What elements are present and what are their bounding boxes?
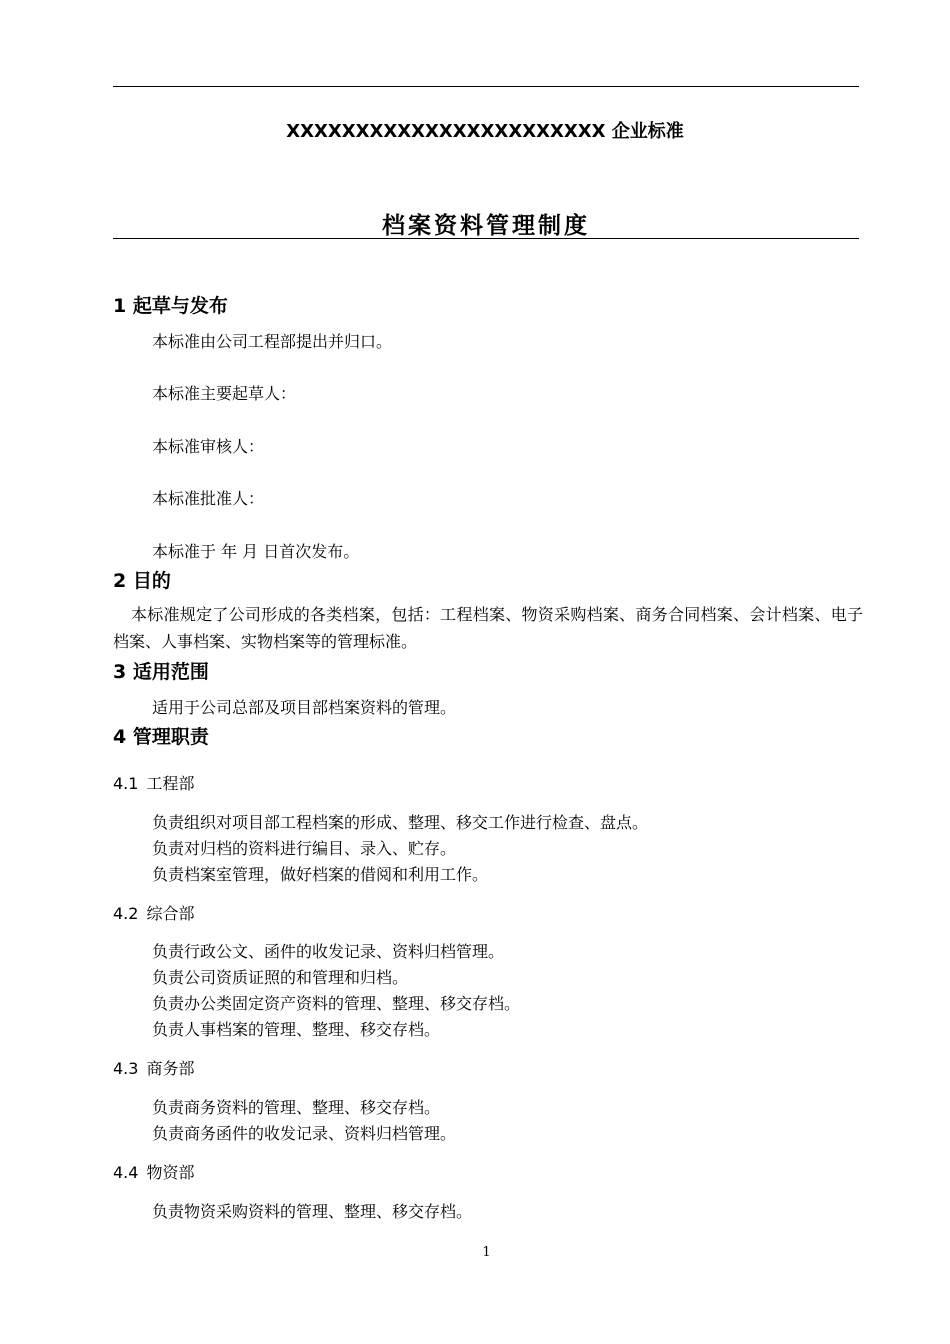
section-3-paragraph: 适用于公司总部及项目部档案资料的管理。 <box>152 698 457 717</box>
section-1-line: 本标准于 年 月 日首次发布。 <box>152 542 360 561</box>
section-1-line: 本标准审核人： <box>152 437 265 456</box>
section-4-heading: 4 管理职责 <box>113 726 209 748</box>
document-title: 档案资料管理制度 <box>382 213 590 239</box>
subsection-line: 负责对归档的资料进行编目、录入、贮存。 <box>152 839 457 858</box>
section-2-heading: 2 目的 <box>113 570 171 592</box>
section-1-heading: 1 起草与发布 <box>113 295 228 317</box>
section-3-heading: 3 适用范围 <box>113 661 209 683</box>
subsection-line: 负责办公类固定资产资料的管理、整理、移交存档。 <box>152 994 521 1013</box>
subsection-number: 4.3 <box>113 1059 139 1078</box>
subsection-line: 负责商务资料的管理、整理、移交存档。 <box>152 1098 441 1117</box>
subsection-title: 工程部 <box>146 774 195 793</box>
page-number: 1 <box>482 1245 491 1260</box>
company-standard-title: XXXXXXXXXXXXXXXXXXXXXXX 企业标准 <box>286 121 684 142</box>
section-1-line: 本标准由公司工程部提出并归口。 <box>152 332 393 351</box>
header-top-rule <box>113 86 859 87</box>
subsection-number: 4.4 <box>113 1163 139 1182</box>
section-2-paragraph: 本标准规定了公司形成的各类档案，包括：工程档案、物资采购档案、商务合同档案、会计档案、电子档案、人事档案、实物档案等的管理标准。 <box>113 605 863 651</box>
subsection-title: 商务部 <box>146 1059 195 1078</box>
subsection-4-2-heading <box>113 901 194 924</box>
subsection-line: 负责组织对项目部工程档案的形成、整理、移交工作进行检查、盘点。 <box>152 813 649 832</box>
subsection-4-3-heading <box>113 1056 194 1079</box>
subsection-line: 负责人事档案的管理、整理、移交存档。 <box>152 1020 441 1039</box>
subsection-line: 负责公司资质证照的和管理和归档。 <box>152 968 409 987</box>
section-1-line: 本标准主要起草人： <box>152 384 297 403</box>
subsection-number: 4.2 <box>113 904 139 923</box>
subsection-line: 负责物资采购资料的管理、整理、移交存档。 <box>152 1202 473 1221</box>
subsection-4-4-heading <box>113 1160 194 1183</box>
subsection-line: 负责行政公文、函件的收发记录、资料归档管理。 <box>152 942 505 961</box>
subsection-number: 4.1 <box>113 774 139 793</box>
subsection-title: 综合部 <box>146 904 195 923</box>
subsection-line: 负责档案室管理，做好档案的借阅和利用工作。 <box>152 865 489 884</box>
section-1-line: 本标准批准人： <box>152 489 265 508</box>
subsection-title: 物资部 <box>146 1163 195 1182</box>
subsection-4-1-heading <box>113 771 194 794</box>
title-underline-rule <box>113 238 859 239</box>
subsection-line: 负责商务函件的收发记录、资料归档管理。 <box>152 1124 457 1143</box>
